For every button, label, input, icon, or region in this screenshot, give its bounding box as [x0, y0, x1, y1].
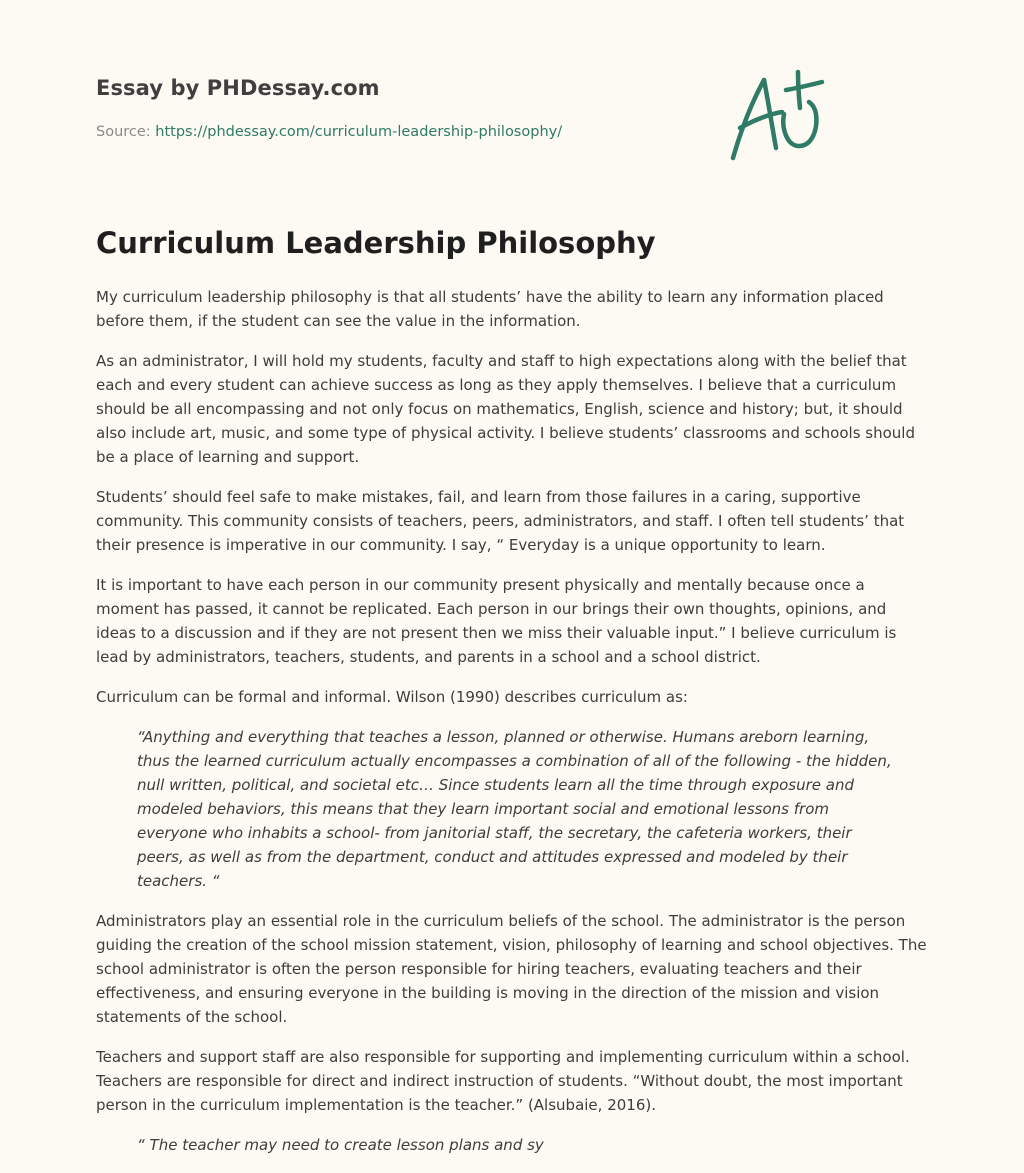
- paragraph: As an administrator, I will hold my students, faculty and staff to high expectations along with the belief that each and every student can achieve success as long as they apply themselves. I believe that a curriculum should be all encompassing and not only focus on mathematics, English, science and history; but, it should also include art, music, and some type of physical activity. I believe students’ classrooms and schools should be a place of learning and support.: [96, 352, 915, 466]
- source-line: [96, 124, 562, 140]
- a-plus-logo-icon: [724, 68, 834, 168]
- paragraph: Students’ should feel safe to make mistakes, fail, and learn from those failures in a caring, supportive community. This community consists of teachers, peers, administrators, and staff. I often tell students’ that their presence is imperative in our community. I say, “ Everyday is a unique opportunity to learn.: [96, 488, 905, 554]
- site-title: Essay by PHDessay.com: [96, 76, 380, 100]
- essay-title: Curriculum Leadership Philosophy: [96, 226, 656, 260]
- source-link[interactable]: https://phdessay.com/curriculum-leadership-philosophy/: [155, 124, 563, 140]
- paragraph: Administrators play an essential role in the curriculum beliefs of the school. The administrator is the person guiding the creation of the school mission statement, vision, philosophy of learning and school objectives. The school administrator is often the person responsible for hiring teachers, evaluating teachers and their effectiveness, and ensuring everyone in the building is moving in the direction of the mission and vision statements of the school.: [96, 912, 927, 1026]
- paragraph: It is important to have each person in our community present physically and mentally because once a moment has passed, it cannot be replicated. Each person in our brings their own thoughts, opinions, and ideas to a discussion and if they are not present then we miss their valuable input.” I believe curriculum is lead by administrators, teachers, students, and parents in a school and a school district.: [96, 576, 897, 666]
- paragraph: Teachers and support staff are also responsible for supporting and implementing curriculum within a school. Teachers are responsible for direct and indirect instruction of students. “Without doubt, the most important person in the curriculum implementation is the teacher.” (Alsubaie, 2016).: [96, 1048, 910, 1114]
- block-quote: “ The teacher may need to create lesson plans and sy: [137, 1136, 544, 1154]
- paragraph: Curriculum can be formal and informal. Wilson (1990) describes curriculum as:: [96, 688, 688, 706]
- block-quote: “Anything and everything that teaches a lesson, planned or otherwise. Humans areborn learning, thus the learned curriculum actually encompasses a combination of all of the following - the hidden, null written, political, and societal etc… Since students learn all the time through exposure and modeled behaviors, this means that they learn important social and emotional lessons from everyone who inhabits a school- from janitorial staff, the secretary, the cafeteria workers, their peers, as well as from the department, conduct and attitudes expressed and modeled by their teachers. “: [137, 728, 892, 890]
- source-label: Source:: [96, 124, 156, 140]
- essay-body: [96, 285, 928, 1173]
- paragraph: My curriculum leadership philosophy is that all students’ have the ability to learn any information placed before them, if the student can see the value in the information.: [96, 288, 884, 330]
